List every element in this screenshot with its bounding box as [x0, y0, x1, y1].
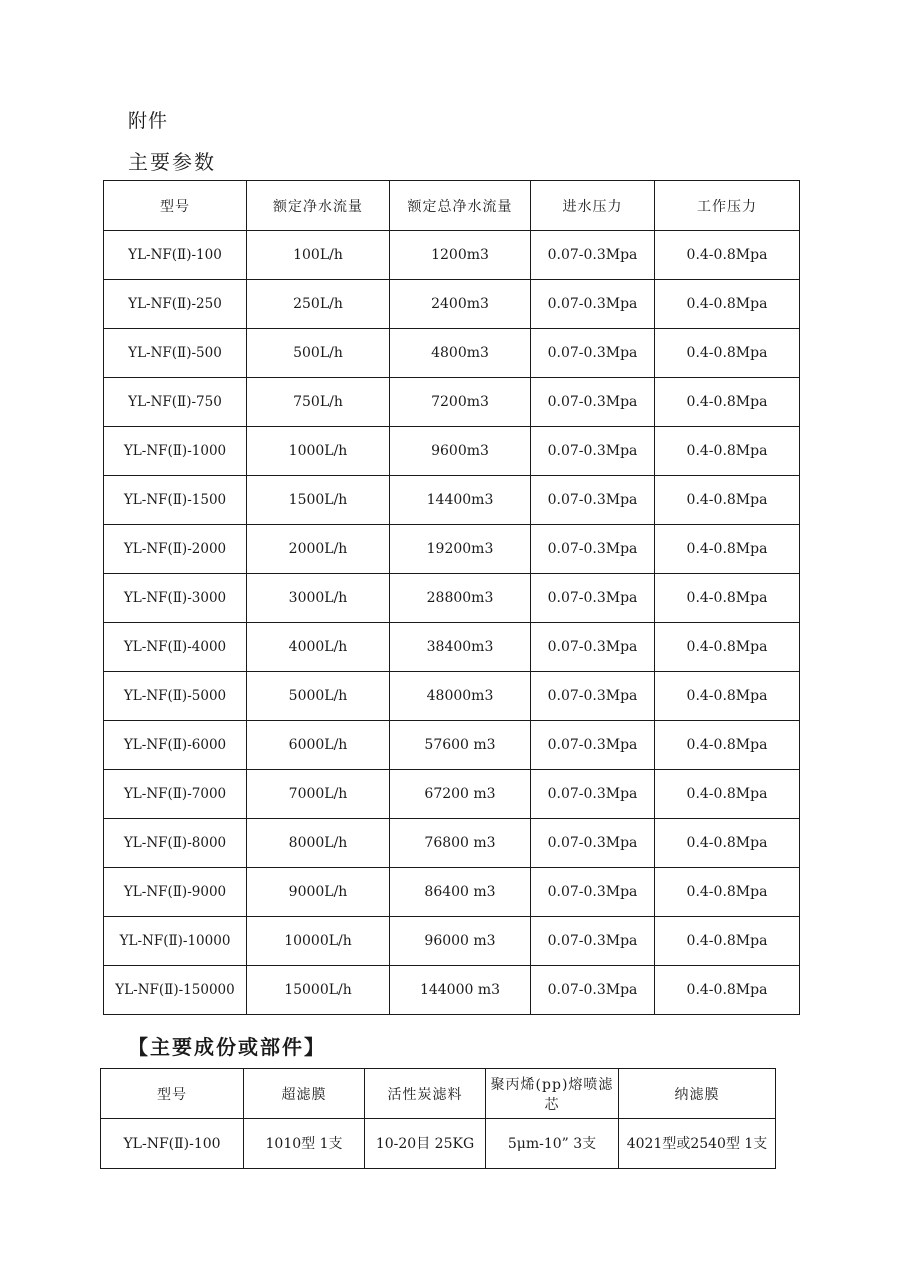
params-table-row-cell: YL-NF(Ⅱ)-8000 [104, 819, 247, 868]
params-table-row-cell: 4800m3 [390, 329, 531, 378]
params-table-row-cell: 0.07-0.3Mpa [531, 280, 655, 329]
params-table-row-cell: 8000L/h [247, 819, 390, 868]
attachment-title: 附件 [128, 110, 169, 132]
params-table-row [104, 574, 800, 623]
params-table-row-cell: 0.4-0.8Mpa [655, 819, 800, 868]
params-table-row-cell: YL-NF(Ⅱ)-500 [104, 329, 247, 378]
params-table-row-cell: 76800 m3 [390, 819, 531, 868]
params-table-row-cell: 14400m3 [390, 476, 531, 525]
params-table-row-cell: 2400m3 [390, 280, 531, 329]
params-table-row-cell: 0.4-0.8Mpa [655, 623, 800, 672]
comp-header-pp-cartridge: 聚丙烯(pp)熔喷滤芯 [486, 1069, 619, 1119]
params-table-row-cell: 9600m3 [390, 427, 531, 476]
components-table-header-row [101, 1069, 776, 1119]
components-title: 【主要成份或部件】 [128, 1035, 326, 1059]
params-table-row-cell: YL-NF(Ⅱ)-100 [104, 231, 247, 280]
params-table-row-cell: 4000L/h [247, 623, 390, 672]
params-table-row-cell: 0.07-0.3Mpa [531, 721, 655, 770]
params-table-row-cell: 28800m3 [390, 574, 531, 623]
params-table-row-cell: 0.07-0.3Mpa [531, 819, 655, 868]
components-table-row-cell: 5μm-10” 3支 [486, 1119, 619, 1169]
params-table-row-cell: YL-NF(Ⅱ)-750 [104, 378, 247, 427]
params-table-row-cell: 5000L/h [247, 672, 390, 721]
components-table-row-cell: 10-20目 25KG [365, 1119, 486, 1169]
params-table-row-cell: 9000L/h [247, 868, 390, 917]
header-total-flow: 额定总净水流量 [390, 181, 531, 231]
params-table-row [104, 917, 800, 966]
params-table-row-cell: 0.07-0.3Mpa [531, 329, 655, 378]
params-table-row-cell: 67200 m3 [390, 770, 531, 819]
params-table-row-cell: 1500L/h [247, 476, 390, 525]
params-table-row-cell: 0.4-0.8Mpa [655, 280, 800, 329]
params-table-row [104, 868, 800, 917]
params-table-row-cell: 48000m3 [390, 672, 531, 721]
params-table-row-cell: 0.4-0.8Mpa [655, 917, 800, 966]
params-table-row-cell: 0.07-0.3Mpa [531, 231, 655, 280]
params-table-row-cell: 0.4-0.8Mpa [655, 427, 800, 476]
params-table-row-cell: YL-NF(Ⅱ)-250 [104, 280, 247, 329]
params-table-row-cell: 7200m3 [390, 378, 531, 427]
params-table-row-cell: 144000 m3 [390, 966, 531, 1015]
params-table-row-cell: 0.07-0.3Mpa [531, 917, 655, 966]
params-table-row-cell: YL-NF(Ⅱ)-9000 [104, 868, 247, 917]
params-table-row [104, 427, 800, 476]
params-table-row-cell: 0.07-0.3Mpa [531, 574, 655, 623]
components-table-row-cell: YL-NF(Ⅱ)-100 [101, 1119, 244, 1169]
params-table-row-cell: 19200m3 [390, 525, 531, 574]
params-table-row-cell: YL-NF(Ⅱ)-2000 [104, 525, 247, 574]
params-table-row-cell: 0.07-0.3Mpa [531, 525, 655, 574]
params-table-row [104, 280, 800, 329]
params-table-row-cell: YL-NF(Ⅱ)-10000 [104, 917, 247, 966]
components-table-row-cell: 1010型 1支 [244, 1119, 365, 1169]
params-table-row-cell: 100L/h [247, 231, 390, 280]
params-table-row [104, 721, 800, 770]
params-table-row [104, 623, 800, 672]
params-table-row-cell: 0.07-0.3Mpa [531, 966, 655, 1015]
params-table-row-cell: 57600 m3 [390, 721, 531, 770]
params-table-row-cell: 15000L/h [247, 966, 390, 1015]
header-rated-flow: 额定净水流量 [247, 181, 390, 231]
params-table-row-cell: 0.4-0.8Mpa [655, 231, 800, 280]
params-table-row-cell: YL-NF(Ⅱ)-1000 [104, 427, 247, 476]
params-table-row [104, 476, 800, 525]
params-table-row-cell: 10000L/h [247, 917, 390, 966]
params-table-row [104, 966, 800, 1015]
params-table-row [104, 231, 800, 280]
params-table-row [104, 819, 800, 868]
params-table-row-cell: YL-NF(Ⅱ)-7000 [104, 770, 247, 819]
components-table-row [101, 1119, 776, 1169]
header-model: 型号 [104, 181, 247, 231]
params-table-row-cell: 0.4-0.8Mpa [655, 525, 800, 574]
params-table-row [104, 672, 800, 721]
comp-header-model: 型号 [101, 1069, 244, 1119]
params-table-row [104, 329, 800, 378]
params-table-row-cell: 3000L/h [247, 574, 390, 623]
params-table-row-cell: 0.4-0.8Mpa [655, 574, 800, 623]
params-table-row-cell: 0.07-0.3Mpa [531, 378, 655, 427]
params-table-row-cell: 0.07-0.3Mpa [531, 868, 655, 917]
params-table-row-cell: YL-NF(Ⅱ)-1500 [104, 476, 247, 525]
params-table-row-cell: 0.07-0.3Mpa [531, 672, 655, 721]
header-working-pressure: 工作压力 [655, 181, 800, 231]
params-table-row [104, 378, 800, 427]
params-table-row-cell: YL-NF(Ⅱ)-3000 [104, 574, 247, 623]
comp-header-uf-membrane: 超滤膜 [244, 1069, 365, 1119]
params-table-row-cell: 0.4-0.8Mpa [655, 378, 800, 427]
params-table-row-cell: 1200m3 [390, 231, 531, 280]
params-table-row [104, 525, 800, 574]
params-table-row [104, 770, 800, 819]
params-table [103, 180, 800, 1015]
params-table-row-cell: 0.07-0.3Mpa [531, 770, 655, 819]
params-table-row-cell: 0.4-0.8Mpa [655, 476, 800, 525]
params-table-row-cell: 1000L/h [247, 427, 390, 476]
params-table-row-cell: 0.4-0.8Mpa [655, 966, 800, 1015]
params-table-row-cell: 0.4-0.8Mpa [655, 329, 800, 378]
components-table [100, 1068, 776, 1169]
params-table-row-cell: 0.4-0.8Mpa [655, 721, 800, 770]
params-table-row-cell: YL-NF(Ⅱ)-6000 [104, 721, 247, 770]
params-table-row-cell: 7000L/h [247, 770, 390, 819]
params-table-row-cell: 0.4-0.8Mpa [655, 868, 800, 917]
params-table-row-cell: 2000L/h [247, 525, 390, 574]
params-table-row-cell: YL-NF(Ⅱ)-5000 [104, 672, 247, 721]
params-table-row-cell: 250L/h [247, 280, 390, 329]
comp-header-nf-membrane: 纳滤膜 [619, 1069, 776, 1119]
params-table-row-cell: 6000L/h [247, 721, 390, 770]
params-table-row-cell: 0.07-0.3Mpa [531, 623, 655, 672]
components-table-row-cell: 4021型或2540型 1支 [619, 1119, 776, 1169]
params-table-row-cell: 0.07-0.3Mpa [531, 427, 655, 476]
params-table-row-cell: 0.4-0.8Mpa [655, 770, 800, 819]
params-table-row-cell: 96000 m3 [390, 917, 531, 966]
params-table-row-cell: YL-NF(Ⅱ)-4000 [104, 623, 247, 672]
params-table-row-cell: 0.4-0.8Mpa [655, 672, 800, 721]
comp-header-carbon: 活性炭滤料 [365, 1069, 486, 1119]
params-table-row-cell: 500L/h [247, 329, 390, 378]
header-inlet-pressure: 进水压力 [531, 181, 655, 231]
params-table-row-cell: 0.07-0.3Mpa [531, 476, 655, 525]
params-table-header-row [104, 181, 800, 231]
params-table-row-cell: YL-NF(Ⅱ)-150000 [104, 966, 247, 1015]
params-table-row-cell: 750L/h [247, 378, 390, 427]
params-table-row-cell: 86400 m3 [390, 868, 531, 917]
params-title: 主要参数 [128, 150, 216, 174]
params-table-row-cell: 38400m3 [390, 623, 531, 672]
